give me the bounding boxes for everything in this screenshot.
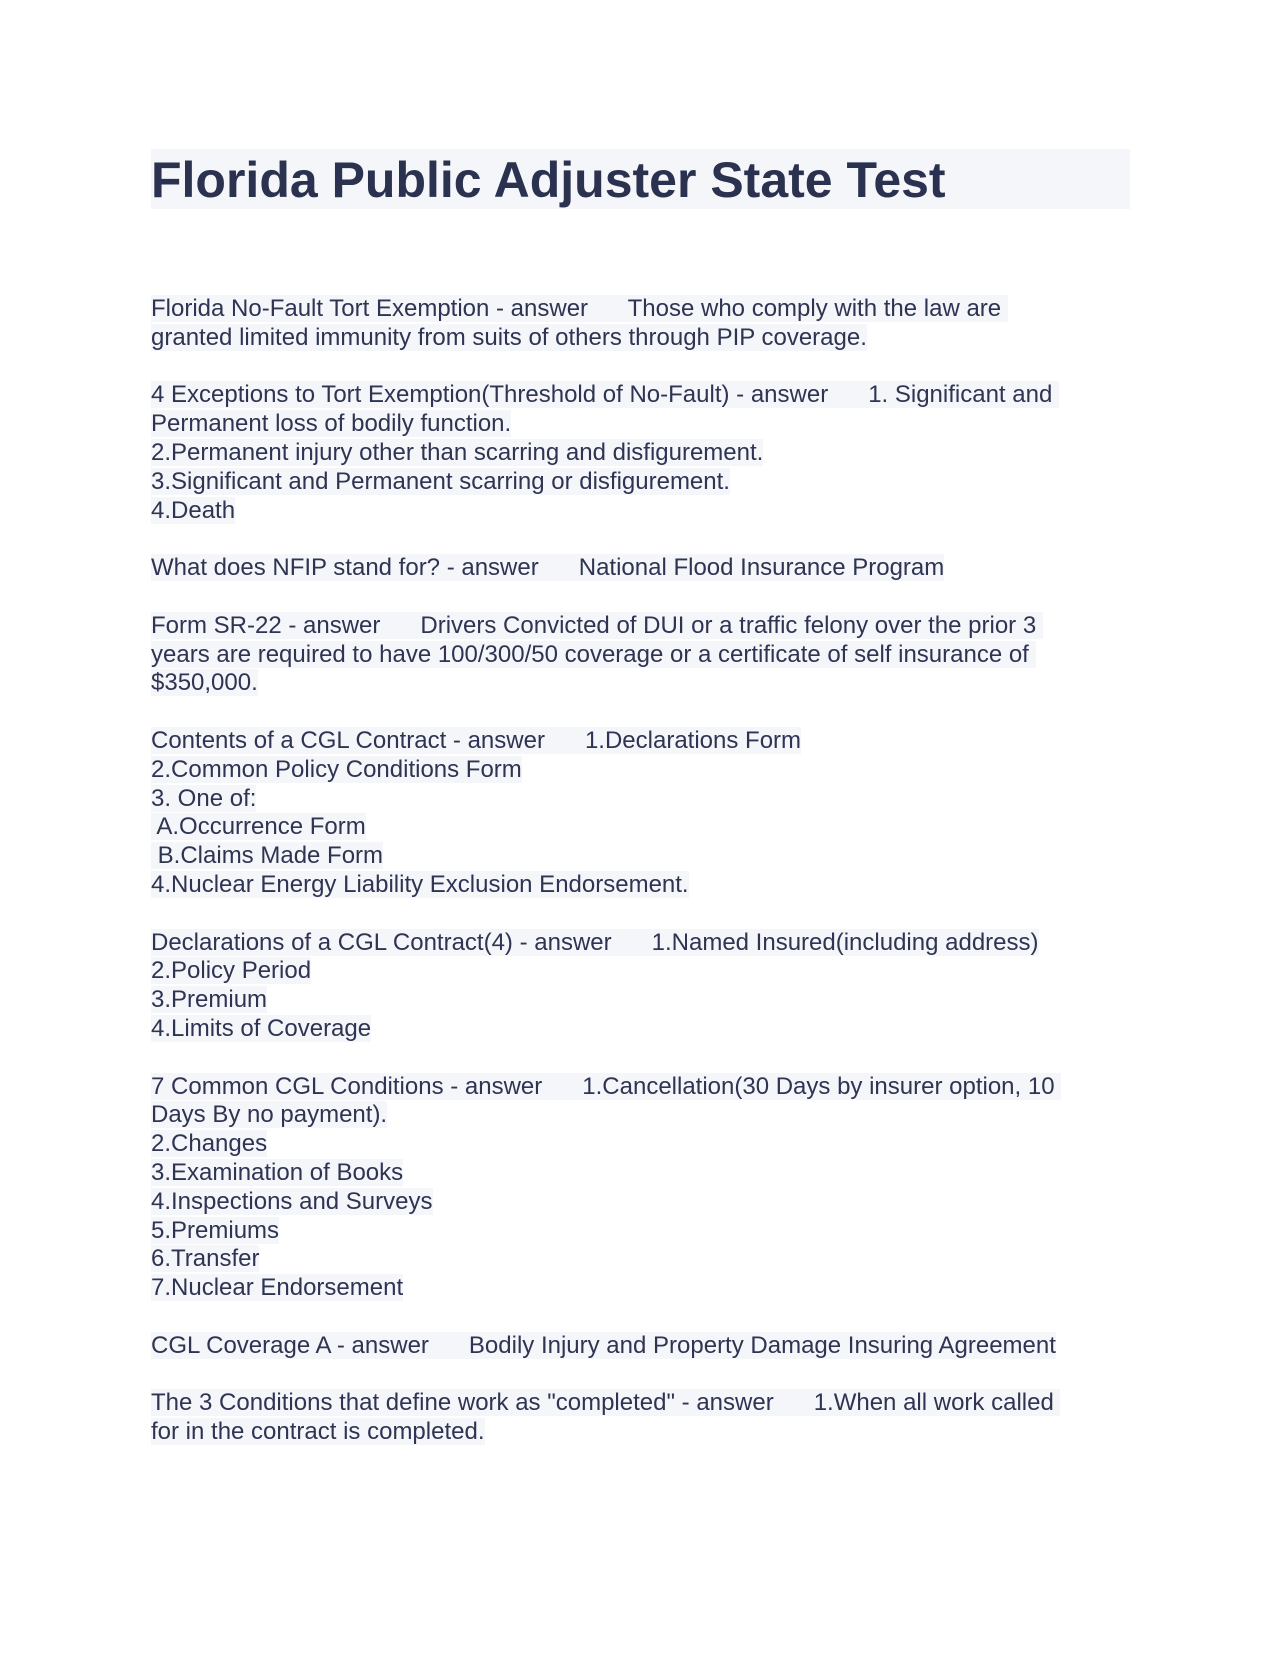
text-line-content: 2.Changes: [151, 1130, 268, 1158]
text-line: [151, 785, 1151, 814]
text-line-content: The 3 Conditions that define work as "completed" - answer 1.When all work called: [151, 1389, 1061, 1417]
text-line: [151, 1073, 1151, 1102]
text-line-content: 3. One of:: [151, 784, 257, 812]
text-line: [151, 1015, 1151, 1044]
text-line-content: 3.Examination of Books: [151, 1158, 404, 1186]
text-line: [151, 1389, 1151, 1418]
qa-entry: [151, 1332, 1151, 1361]
text-line-content: years are required to have 100/300/50 coverage or a certificate of self insurance of: [151, 640, 1036, 668]
text-line: [151, 957, 1151, 986]
text-line: [151, 1245, 1151, 1274]
text-line-content: 2.Common Policy Conditions Form: [151, 755, 522, 783]
text-line-content: Florida No-Fault Tort Exemption - answer Those who comply with the law are: [151, 295, 1008, 322]
text-line: [151, 1130, 1151, 1159]
text-line: [151, 756, 1151, 785]
text-line-content: 6.Transfer: [151, 1245, 260, 1273]
text-line: [151, 986, 1151, 1015]
text-line-content: Permanent loss of bodily function.: [151, 410, 512, 438]
qa-entry: [151, 381, 1151, 525]
document-title: Florida Public Adjuster State Test: [151, 152, 946, 208]
document-body: [151, 295, 1151, 1476]
text-line: [151, 1418, 1151, 1447]
text-line-content: CGL Coverage A - answer Bodily Injury and Property Damage Insuring Agreement: [151, 1331, 1056, 1359]
qa-entry: [151, 554, 1151, 583]
text-line-content: 7 Common CGL Conditions - answer 1.Cancellation(30 Days by insurer option, 10: [151, 1072, 1062, 1100]
text-line-content: 4.Inspections and Surveys: [151, 1187, 433, 1215]
qa-entry: [151, 295, 1151, 353]
text-line-content: 2.Permanent injury other than scarring and disfigurement.: [151, 438, 764, 466]
text-line: [151, 381, 1151, 410]
text-line-content: 4 Exceptions to Tort Exemption(Threshold of No-Fault) - answer 1. Significant and: [151, 381, 1059, 409]
text-line: [151, 1188, 1151, 1217]
text-line: [151, 497, 1151, 526]
text-line: [151, 813, 1151, 842]
text-line: [151, 727, 1151, 756]
text-line-content: $350,000.: [151, 669, 258, 697]
text-line-content: granted limited immunity from suits of others through PIP coverage.: [151, 323, 867, 351]
text-line-content: 4.Nuclear Energy Liability Exclusion Endorsement.: [151, 870, 689, 898]
text-line-content: Days By no payment).: [151, 1101, 388, 1129]
text-line: [151, 554, 1151, 583]
qa-entry: [151, 727, 1151, 900]
text-line-content: 4.Death: [151, 496, 236, 524]
text-line: [151, 669, 1151, 698]
text-line-content: A.Occurrence Form: [151, 813, 366, 841]
text-line: [151, 1332, 1151, 1361]
text-line: [151, 468, 1151, 497]
text-line: [151, 324, 1151, 353]
text-line: [151, 612, 1151, 641]
text-line: [151, 410, 1151, 439]
text-line: [151, 295, 1151, 324]
qa-entry: [151, 1389, 1151, 1447]
text-line: [151, 1274, 1151, 1303]
text-line-content: 2.Policy Period: [151, 957, 312, 985]
text-line: [151, 871, 1151, 900]
text-line-content: 3.Premium: [151, 986, 268, 1014]
text-line: [151, 439, 1151, 468]
text-line-content: for in the contract is completed.: [151, 1418, 485, 1446]
text-line-content: Declarations of a CGL Contract(4) - answer 1.Named Insured(including address): [151, 928, 1039, 956]
text-line: [151, 929, 1151, 958]
qa-entry: [151, 929, 1151, 1044]
text-line: [151, 1159, 1151, 1188]
text-line-content: What does NFIP stand for? - answer National Flood Insurance Program: [151, 554, 945, 582]
text-line-content: Form SR-22 - answer Drivers Convicted of DUI or a traffic felony over the prior 3: [151, 611, 1043, 639]
qa-entry: [151, 1073, 1151, 1303]
text-line-content: B.Claims Made Form: [151, 842, 384, 870]
text-line: [151, 1217, 1151, 1246]
text-line-content: 7.Nuclear Endorsement: [151, 1274, 404, 1302]
qa-entry: [151, 612, 1151, 698]
text-line-content: Contents of a CGL Contract - answer 1.Declarations Form: [151, 726, 802, 754]
text-line: [151, 1101, 1151, 1130]
text-line: [151, 842, 1151, 871]
text-line-content: 5.Premiums: [151, 1216, 280, 1244]
text-line: [151, 641, 1151, 670]
text-line-content: 3.Significant and Permanent scarring or disfigurement.: [151, 467, 730, 495]
text-line-content: 4.Limits of Coverage: [151, 1014, 372, 1042]
